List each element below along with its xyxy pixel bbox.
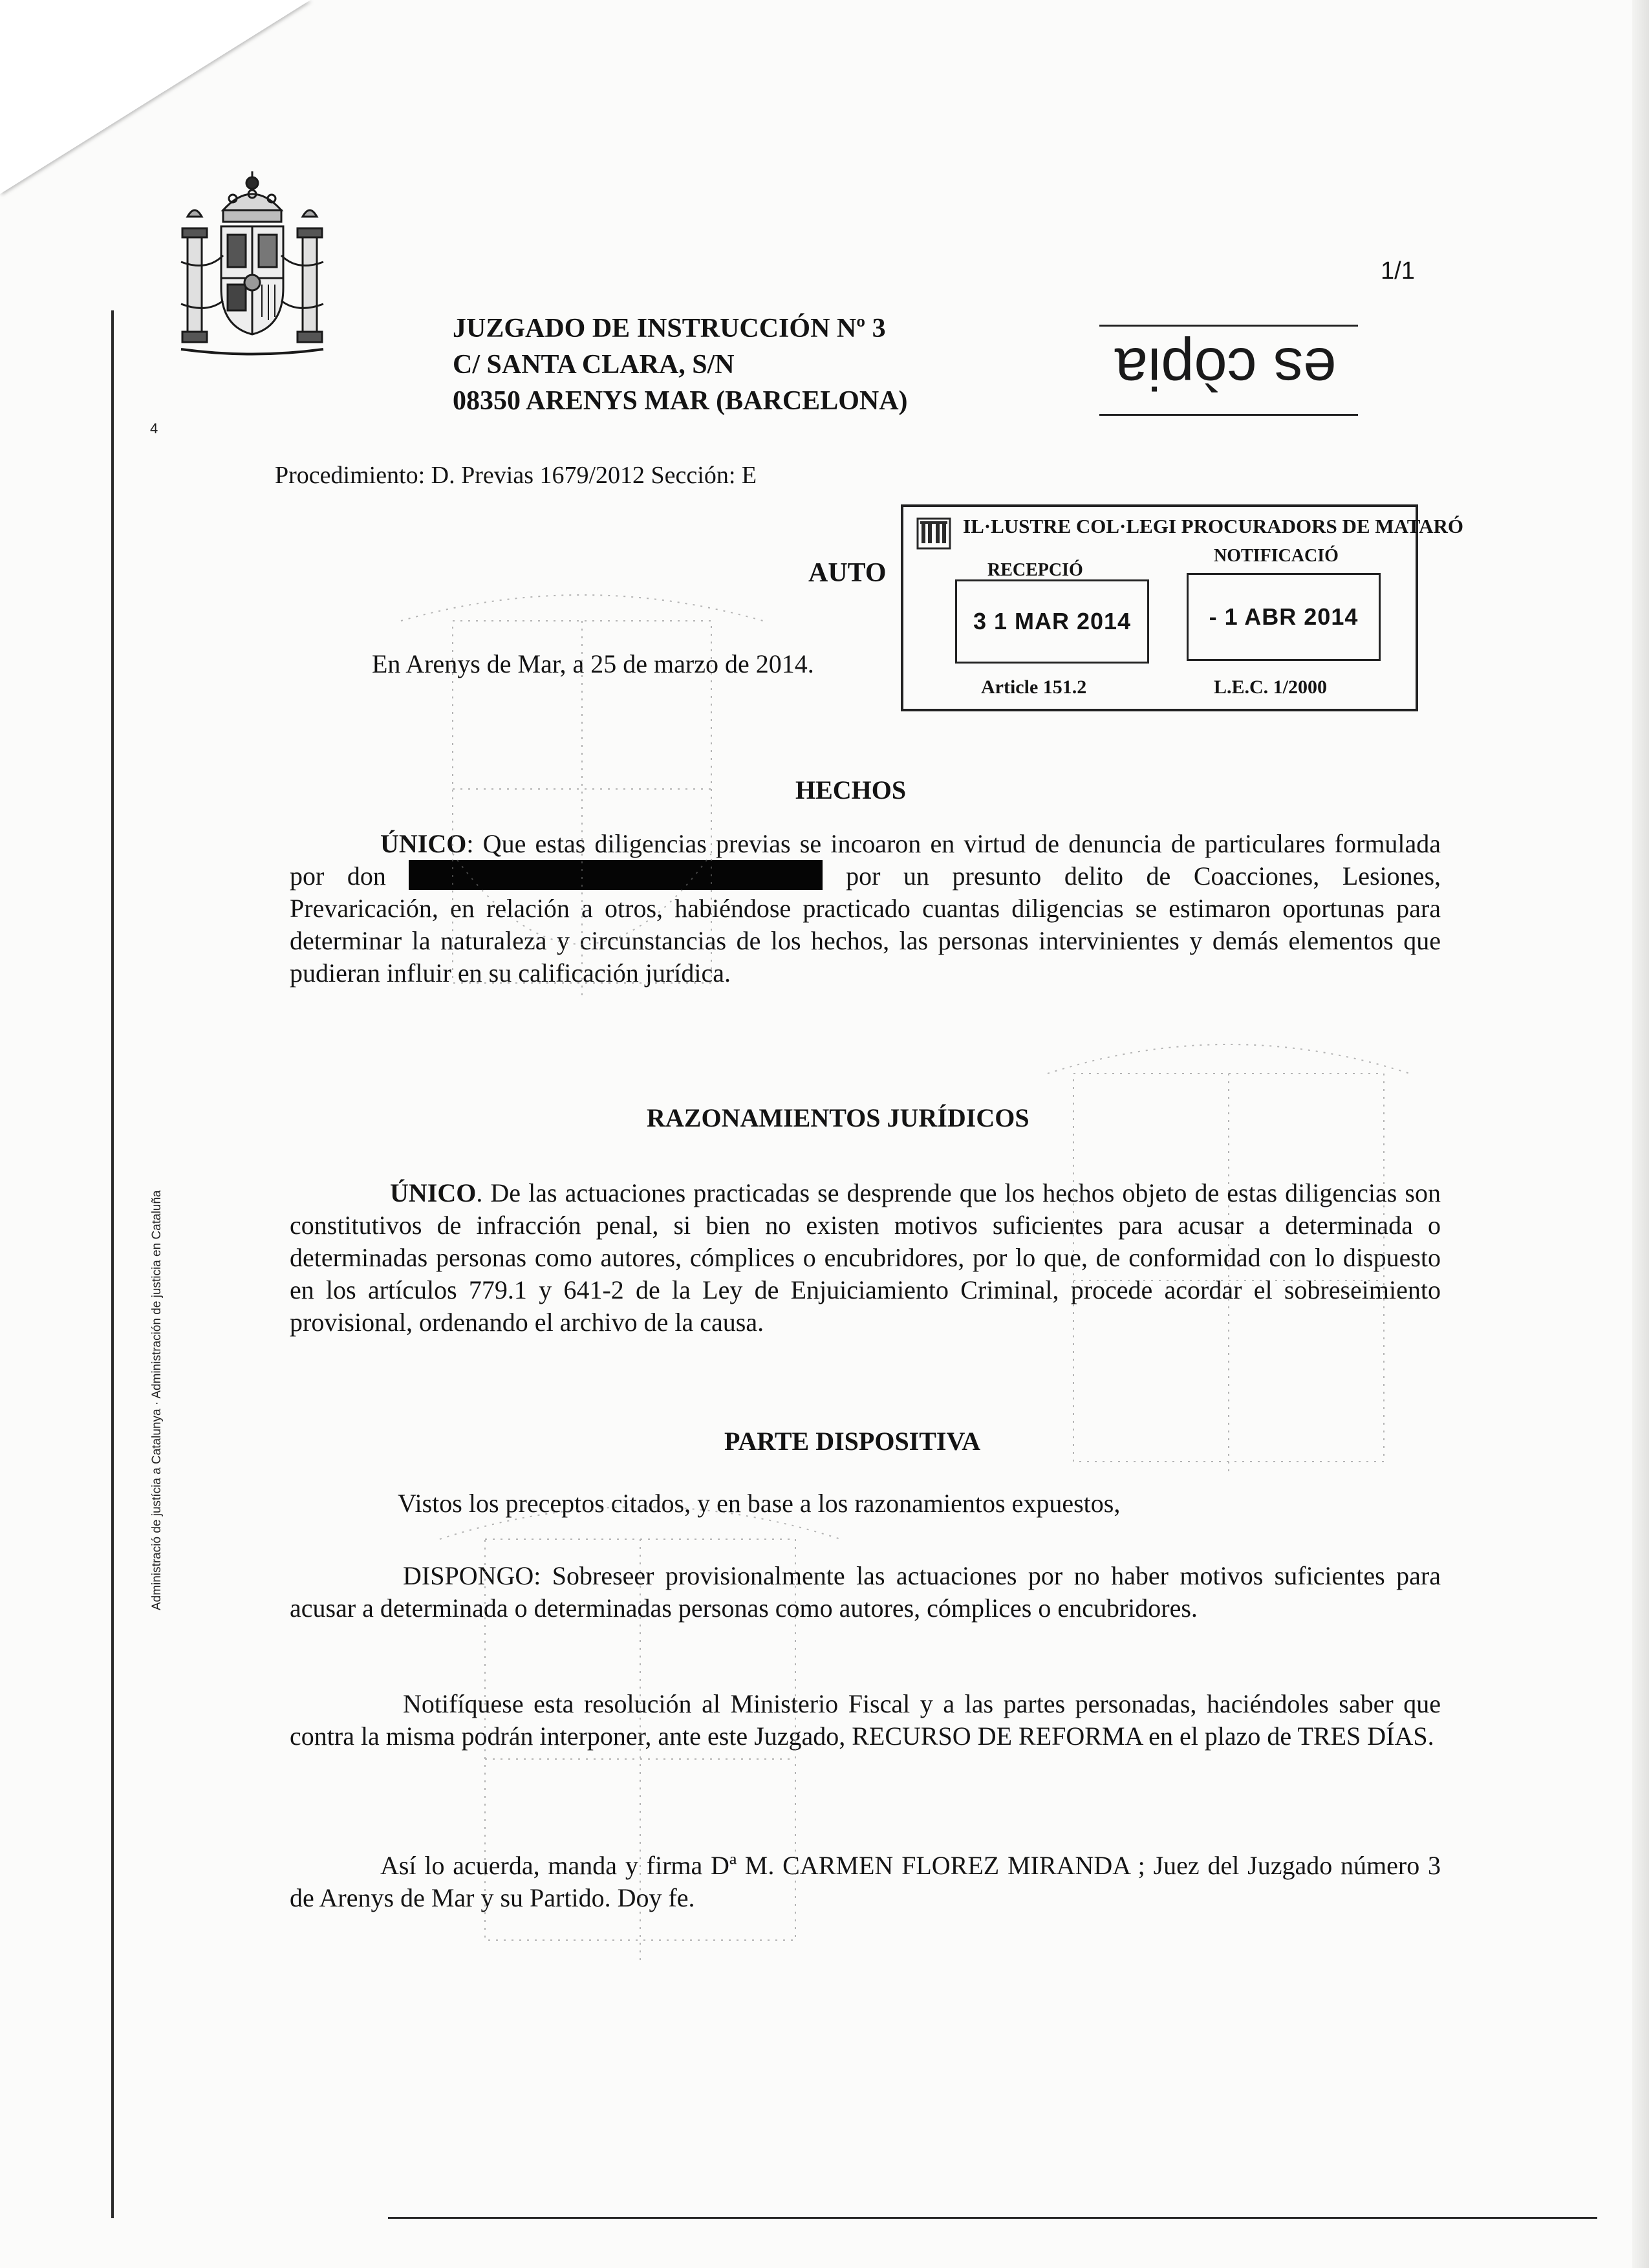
place-and-date: En Arenys de Mar, a 25 de marzo de 2014. (372, 649, 814, 678)
section-heading-parte-dispositiva: PARTE DISPOSITIVA (724, 1427, 981, 1456)
hechos-lead: ÚNICO (380, 829, 467, 858)
article-reference: Article 151.2 (981, 676, 1087, 698)
hechos-paragraph (290, 828, 1441, 989)
procedure-reference: Procedimiento: D. Previas 1679/2012 Sección: E (275, 462, 757, 489)
reception-label: RECEPCIÓ (987, 560, 1083, 580)
razonamientos-paragraph (290, 1177, 1441, 1339)
section-heading-hechos: HECHOS (795, 775, 907, 805)
notification-label: NOTIFICACIÓ (1214, 546, 1339, 566)
court-name: JUZGADO DE INSTRUCCIÓN Nº 3 (453, 314, 886, 343)
copy-stamp-text: es còpia (1114, 336, 1337, 402)
left-margin-rule (111, 310, 114, 2218)
signature-paragraph: Así lo acuerda, manda y firma Dª M. CARMEN FLOREZ MIRANDA ; Juez del Juzgado número 3 de Arenys de Mar y su Partido. Doy fe. (290, 1851, 1441, 1912)
redacted-name (409, 860, 823, 890)
notification-paragraph: Notifíquese esta resolución al Ministerio Fiscal y a las partes personadas, haciéndoles saber que contra la misma podrán interponer, ante este Juzgado, RECURSO DE REFORMA en el plazo de TRES DÍAS. (290, 1689, 1441, 1751)
notification-date: - 1 ABR 2014 (1187, 573, 1381, 661)
dispongo-lead: DISPONGO (403, 1561, 534, 1590)
page-number: 1/1 (1381, 257, 1415, 285)
lec-reference: L.E.C. 1/2000 (1214, 676, 1328, 698)
reception-stamp (901, 504, 1463, 711)
bar-association-logo-icon (915, 516, 953, 551)
copy-stamp-rule (1099, 414, 1358, 416)
vistos-paragraph: Vistos los preceptos citados, y en base a los razonamientos expuestos, (398, 1489, 1121, 1518)
reception-date: 3 1 MAR 2014 (955, 579, 1149, 664)
dispongo-paragraph (290, 1560, 1441, 1625)
court-city: 08350 ARENYS MAR (BARCELONA) (453, 386, 908, 416)
razonamientos-lead: ÚNICO (390, 1178, 477, 1207)
margin-mark: 4 (150, 420, 158, 437)
copy-stamp (1093, 317, 1371, 427)
hechos-text-start: : Que estas diligencias previas se incoaron en virtud de denuncia de particulares formulada por don (290, 829, 1441, 891)
dispongo-text: : Sobreseer provisionalmente las actuaciones por no haber motivos suficientes para acusar a determinada o determinadas personas como autores, cómplices o encubridores. (290, 1561, 1441, 1623)
copy-stamp-rule (1099, 325, 1358, 327)
court-street: C/ SANTA CLARA, S/N (453, 350, 735, 380)
hechos-text-end: por un presunto delito de Coacciones, Lesiones, Prevaricación, en relación a otros, habiéndose practicado cuantas diligencias se estimaron oportunas para determinar la naturaleza y circunstancias de los hechos, las personas intervinientes y demás elementos que pudieran influir en su calificación jurídica. (290, 861, 1441, 988)
court-header (453, 310, 908, 419)
razonamientos-text: . De las actuaciones practicadas se desprende que los hechos objeto de estas diligencias son constitutivos de infracción penal, si bien no existen motivos suficientes para acusar a determinada o determinadas personas como autores, cómplices o encubridores, por lo que, de conformidad con lo dispuesto en los artículos 779.1 y 641-2 de la Ley de Enjuiciamiento Criminal, procede acordar el sobreseimiento provisional, ordenando el archivo de la causa. (290, 1178, 1441, 1337)
spanish-coat-of-arms-icon (168, 165, 336, 359)
section-heading-razonamientos: RAZONAMIENTOS JURÍDICOS (647, 1103, 1029, 1132)
bottom-rule (388, 2217, 1597, 2219)
stamp-title: IL·LUSTRE COL·LEGI PROCURADORS DE MATARÓ (963, 515, 1463, 537)
document-title: AUTO (808, 558, 887, 588)
vertical-administration-text: Administració de justícia a Catalunya · Administración de justicia en Cataluña (150, 1190, 164, 1610)
page-edge-shadow (1632, 0, 1649, 2268)
